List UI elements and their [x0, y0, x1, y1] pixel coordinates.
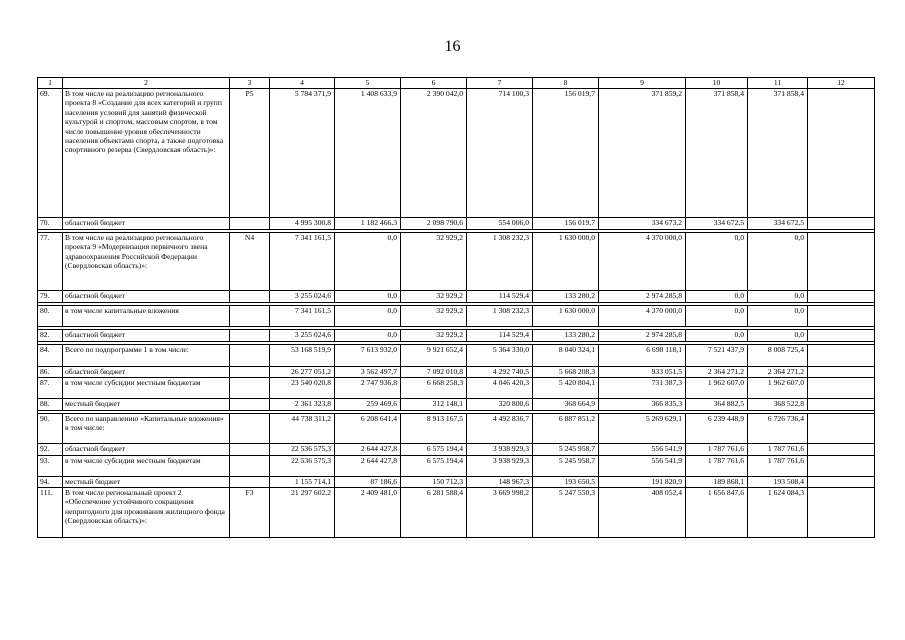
value-cell: 156 019,7	[533, 89, 599, 218]
value-cell: 714 100,3	[467, 89, 533, 218]
value-cell: 156 019,7	[533, 218, 599, 230]
value-cell: 4 370 000,0	[599, 306, 686, 327]
value-cell: 320 800,6	[467, 399, 533, 411]
table-row	[38, 488, 875, 538]
value-cell	[808, 330, 875, 342]
value-cell: 5 245 958,7	[533, 456, 599, 477]
value-cell: 731 387,3	[599, 378, 686, 399]
header-cell: 9	[599, 78, 686, 89]
table-row	[38, 291, 875, 303]
row-number-cell: 84.	[38, 345, 63, 367]
value-cell: 312 148,1	[401, 399, 467, 411]
code-cell	[230, 378, 270, 399]
table-row	[38, 306, 875, 327]
value-cell: 87 186,6	[335, 477, 401, 488]
value-cell: 554 006,0	[467, 218, 533, 230]
value-cell	[808, 477, 875, 488]
description-cell: в том числе субсидии местным бюджетам	[63, 456, 230, 477]
table-row	[38, 477, 875, 488]
value-cell: 193 650,5	[533, 477, 599, 488]
description-cell: Всего по направлению «Капитальные вложения» в том числе:	[63, 414, 230, 444]
value-cell: 3 938 929,3	[467, 444, 533, 456]
value-cell: 0,0	[748, 330, 808, 342]
row-number-cell: 87.	[38, 378, 63, 399]
value-cell	[808, 367, 875, 378]
description-cell: областной бюджет	[63, 367, 230, 378]
row-number-cell: 88.	[38, 399, 63, 411]
page-number: 16	[444, 38, 461, 55]
value-cell: 6 668 258,3	[401, 378, 467, 399]
value-cell: 0,0	[748, 306, 808, 327]
value-cell: 23 540 020,8	[270, 378, 335, 399]
value-cell: 0,0	[335, 291, 401, 303]
value-cell: 1 155 714,1	[270, 477, 335, 488]
row-number-cell: 90.	[38, 414, 63, 444]
value-cell	[808, 444, 875, 456]
header-cell: 5	[335, 78, 401, 89]
value-cell: 0,0	[748, 233, 808, 291]
value-cell: 32 929,2	[401, 306, 467, 327]
value-cell: 0,0	[686, 330, 748, 342]
value-cell: 9 921 652,4	[401, 345, 467, 367]
value-cell: 133 280,2	[533, 291, 599, 303]
header-cell: 2	[63, 78, 230, 89]
value-cell: 1 787 761,6	[686, 444, 748, 456]
header-cell: 12	[808, 78, 875, 89]
value-cell: 2 361 323,8	[270, 399, 335, 411]
description-cell: В том числе на реализацию регионального проекта 9 «Модернизация первичного звена здравоохранения Российской Федерации (Свердловская область)»:	[63, 233, 230, 291]
value-cell: 6 575 194,4	[401, 444, 467, 456]
value-cell: 2 364 271,2	[686, 367, 748, 378]
value-cell: 2 409 481,0	[335, 488, 401, 538]
value-cell: 26 277 051,2	[270, 367, 335, 378]
value-cell	[808, 218, 875, 230]
value-cell: 8 913 167,5	[401, 414, 467, 444]
code-cell	[230, 399, 270, 411]
row-number-cell: 86.	[38, 367, 63, 378]
value-cell	[808, 233, 875, 291]
row-number-cell: 69.	[38, 89, 63, 218]
value-cell: 556 541,9	[599, 444, 686, 456]
value-cell: 371 859,2	[599, 89, 686, 218]
code-cell	[230, 306, 270, 327]
value-cell	[808, 345, 875, 367]
value-cell: 2 974 285,8	[599, 291, 686, 303]
value-cell: 1 656 847,6	[686, 488, 748, 538]
value-cell	[808, 456, 875, 477]
description-cell: местный бюджет	[63, 399, 230, 411]
value-cell: 2 390 042,0	[401, 89, 467, 218]
value-cell: 2 644 427,8	[335, 456, 401, 477]
value-cell: 7 341 161,5	[270, 233, 335, 291]
row-number-cell: 70.	[38, 218, 63, 230]
value-cell: 8 008 725,4	[748, 345, 808, 367]
code-cell: F3	[230, 488, 270, 538]
value-cell: 2 644 427,8	[335, 444, 401, 456]
description-cell: областной бюджет	[63, 218, 230, 230]
value-cell: 556 541,9	[599, 456, 686, 477]
value-cell: 0,0	[686, 306, 748, 327]
table-row	[38, 330, 875, 342]
table-row	[38, 218, 875, 230]
value-cell: 21 297 602,2	[270, 488, 335, 538]
value-cell: 114 529,4	[467, 291, 533, 303]
description-cell: Всего по подпрограмме 1 в том числе:	[63, 345, 230, 367]
value-cell: 371 858,4	[748, 89, 808, 218]
value-cell: 4 292 740,5	[467, 367, 533, 378]
description-cell: В том числе региональный проект 2 «Обеспечение устойчивого сокращения непригодного для проживания жилищного фонда (Свердловская область)»:	[63, 488, 230, 538]
value-cell: 3 562 497,7	[335, 367, 401, 378]
value-cell: 1 182 466,3	[335, 218, 401, 230]
value-cell: 366 835,3	[599, 399, 686, 411]
description-cell: В том числе на реализацию регионального проекта 8 «Создание для всех категорий и групп населения условий для занятий физической культурой и спортом, массовым спортом, в том числе повышение уровня обеспеченности населения объектами спорта, а также подготовка спортивного резерва (Свердловская область)»:	[63, 89, 230, 218]
value-cell: 368 664,9	[533, 399, 599, 411]
code-cell	[230, 456, 270, 477]
table-row	[38, 444, 875, 456]
header-cell: 11	[748, 78, 808, 89]
value-cell: 334 673,2	[599, 218, 686, 230]
value-cell: 7 521 437,9	[686, 345, 748, 367]
header-row	[38, 78, 875, 89]
value-cell	[808, 291, 875, 303]
description-cell: в том числе капитальные вложения	[63, 306, 230, 327]
value-cell: 2 747 936,8	[335, 378, 401, 399]
value-cell: 933 051,5	[599, 367, 686, 378]
row-number-cell: 111.	[38, 488, 63, 538]
table-row	[38, 456, 875, 477]
value-cell: 189 868,1	[686, 477, 748, 488]
code-cell	[230, 414, 270, 444]
value-cell: 0,0	[686, 233, 748, 291]
value-cell: 32 929,2	[401, 330, 467, 342]
row-number-cell: 79.	[38, 291, 63, 303]
value-cell: 32 929,2	[401, 291, 467, 303]
value-cell: 3 938 929,3	[467, 456, 533, 477]
header-cell: 6	[401, 78, 467, 89]
value-cell: 114 529,4	[467, 330, 533, 342]
code-cell: P5	[230, 89, 270, 218]
table-row	[38, 367, 875, 378]
header-cell: 3	[230, 78, 270, 89]
value-cell	[808, 399, 875, 411]
value-cell: 32 929,2	[401, 233, 467, 291]
code-cell: N4	[230, 233, 270, 291]
value-cell: 3 669 998,2	[467, 488, 533, 538]
header-cell: 4	[270, 78, 335, 89]
value-cell: 1 962 607,0	[686, 378, 748, 399]
value-cell: 3 255 024,6	[270, 291, 335, 303]
code-cell	[230, 218, 270, 230]
value-cell: 0,0	[335, 306, 401, 327]
value-cell: 1 308 232,3	[467, 306, 533, 327]
header-cell: 1	[38, 78, 63, 89]
value-cell: 148 967,3	[467, 477, 533, 488]
value-cell: 259 469,6	[335, 399, 401, 411]
value-cell: 6 887 851,2	[533, 414, 599, 444]
value-cell: 4 370 000,0	[599, 233, 686, 291]
table-row	[38, 345, 875, 367]
code-cell	[230, 367, 270, 378]
value-cell: 5 784 371,9	[270, 89, 335, 218]
header-cell: 10	[686, 78, 748, 89]
value-cell: 0,0	[748, 291, 808, 303]
value-cell: 4 995 300,8	[270, 218, 335, 230]
code-cell	[230, 345, 270, 367]
description-cell: областной бюджет	[63, 444, 230, 456]
value-cell: 5 247 550,3	[533, 488, 599, 538]
table-row	[38, 89, 875, 218]
value-cell: 22 536 575,3	[270, 444, 335, 456]
value-cell: 2 364 271,2	[748, 367, 808, 378]
row-number-cell: 93.	[38, 456, 63, 477]
code-cell	[230, 444, 270, 456]
value-cell	[808, 89, 875, 218]
header-cell: 7	[467, 78, 533, 89]
value-cell: 5 269 629,1	[599, 414, 686, 444]
row-number-cell: 82.	[38, 330, 63, 342]
value-cell: 8 040 324,1	[533, 345, 599, 367]
value-cell: 4 046 420,3	[467, 378, 533, 399]
table-row	[38, 233, 875, 291]
value-cell: 6 726 736,4	[748, 414, 808, 444]
value-cell: 3 255 024,6	[270, 330, 335, 342]
value-cell: 6 239 448,9	[686, 414, 748, 444]
value-cell	[808, 378, 875, 399]
code-cell	[230, 291, 270, 303]
value-cell: 0,0	[335, 233, 401, 291]
table-row	[38, 414, 875, 444]
value-cell	[808, 306, 875, 327]
value-cell: 2 098 790,6	[401, 218, 467, 230]
row-number-cell: 80.	[38, 306, 63, 327]
value-cell: 364 882,5	[686, 399, 748, 411]
value-cell: 2 974 285,8	[599, 330, 686, 342]
value-cell	[808, 414, 875, 444]
value-cell: 1 787 761,6	[686, 456, 748, 477]
budget-table	[37, 77, 875, 538]
value-cell: 7 341 161,5	[270, 306, 335, 327]
value-cell: 0,0	[335, 330, 401, 342]
value-cell: 150 712,3	[401, 477, 467, 488]
value-cell: 1 308 232,3	[467, 233, 533, 291]
value-cell: 1 787 761,6	[748, 444, 808, 456]
value-cell: 408 052,4	[599, 488, 686, 538]
value-cell: 191 820,9	[599, 477, 686, 488]
value-cell: 368 522,8	[748, 399, 808, 411]
value-cell: 7 613 932,0	[335, 345, 401, 367]
value-cell: 5 668 208,3	[533, 367, 599, 378]
description-cell: областной бюджет	[63, 330, 230, 342]
description-cell: в том числе субсидии местным бюджетам	[63, 378, 230, 399]
value-cell: 1 624 084,3	[748, 488, 808, 538]
value-cell: 5 420 804,1	[533, 378, 599, 399]
value-cell: 133 280,2	[533, 330, 599, 342]
value-cell	[808, 488, 875, 538]
value-cell: 44 738 311,2	[270, 414, 335, 444]
value-cell: 5 245 958,7	[533, 444, 599, 456]
value-cell: 1 787 761,6	[748, 456, 808, 477]
value-cell: 334 672,5	[748, 218, 808, 230]
row-number-cell: 94.	[38, 477, 63, 488]
row-number-cell: 92.	[38, 444, 63, 456]
value-cell: 1 630 000,0	[533, 306, 599, 327]
value-cell: 334 672,5	[686, 218, 748, 230]
value-cell: 6 208 641,4	[335, 414, 401, 444]
table-row	[38, 378, 875, 399]
value-cell: 193 508,4	[748, 477, 808, 488]
value-cell: 6 575 194,4	[401, 456, 467, 477]
value-cell: 6 281 588,4	[401, 488, 467, 538]
value-cell: 7 092 010,8	[401, 367, 467, 378]
description-cell: местный бюджет	[63, 477, 230, 488]
code-cell	[230, 477, 270, 488]
table-row	[38, 399, 875, 411]
value-cell: 4 492 836,7	[467, 414, 533, 444]
value-cell: 6 698 118,1	[599, 345, 686, 367]
row-number-cell: 77.	[38, 233, 63, 291]
code-cell	[230, 330, 270, 342]
header-cell: 8	[533, 78, 599, 89]
description-cell: областной бюджет	[63, 291, 230, 303]
value-cell: 0,0	[686, 291, 748, 303]
value-cell: 53 168 519,9	[270, 345, 335, 367]
value-cell: 1 630 000,0	[533, 233, 599, 291]
value-cell: 5 364 330,0	[467, 345, 533, 367]
value-cell: 22 536 575,3	[270, 456, 335, 477]
value-cell: 1 962 607,0	[748, 378, 808, 399]
value-cell: 371 858,4	[686, 89, 748, 218]
value-cell: 1 408 633,9	[335, 89, 401, 218]
